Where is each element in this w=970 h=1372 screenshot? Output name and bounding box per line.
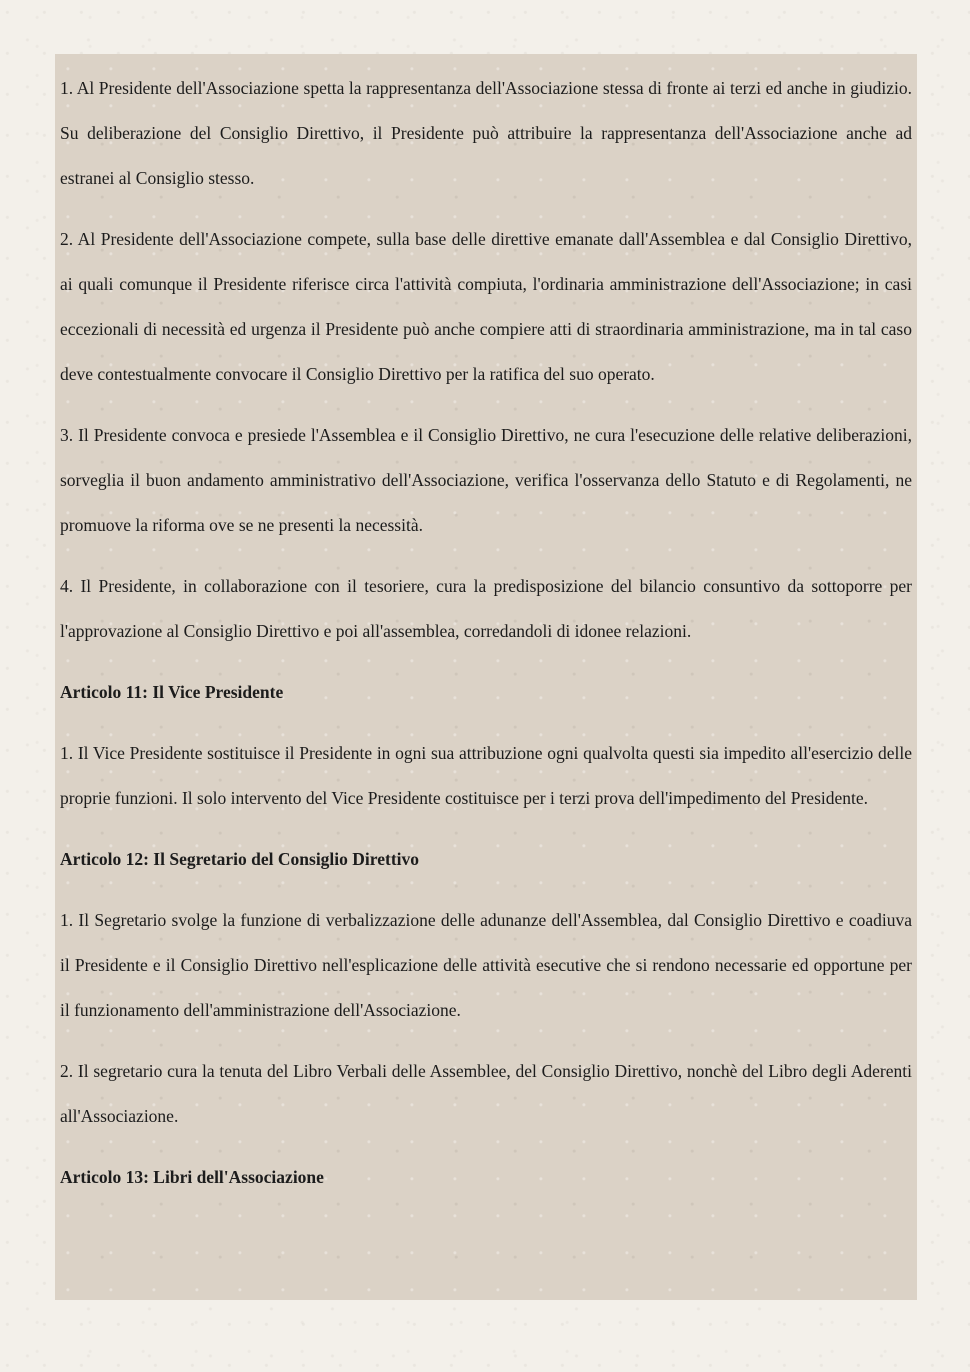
art10-para-1: 1. Al Presidente dell'Associazione spetta la rappresentanza dell'Associazione stessa di fronte ai terzi ed anche in giudizio. Su deliberazione del Consiglio Direttivo, il Presidente può attribuire la rappresentanza dell'Associazione anche ad estranei al Consiglio stesso. bbox=[60, 78, 912, 188]
art11-para-1: 1. Il Vice Presidente sostituisce il Presidente in ogni sua attribuzione ogni qualvolta questi sia impedito all'esercizio delle proprie funzioni. Il solo intervento del Vice Presidente costituisce per i terzi prova dell'impedimento del Presidente. bbox=[60, 743, 912, 808]
art12-para-2: 2. Il segretario cura la tenuta del Libro Verbali delle Assemblee, del Consiglio Direttivo, nonchè del Libro degli Aderenti all'Associazione. bbox=[60, 1061, 912, 1126]
document-page bbox=[55, 54, 917, 1300]
art12-para-1: 1. Il Segretario svolge la funzione di verbalizzazione delle adunanze dell'Assemblea, dal Consiglio Direttivo e coadiuva il Presidente e il Consiglio Direttivo nell'esplicazione delle attività esecutive che si rendono necessarie ed opportune per il funzionamento dell'amministrazione dell'Associazione. bbox=[60, 910, 912, 1020]
art10-para-3: 3. Il Presidente convoca e presiede l'Assemblea e il Consiglio Direttivo, ne cura l'esecuzione delle relative deliberazioni, sorveglia il buon andamento amministrativo dell'Associazione, verifica l'osservanza dello Statuto e di Regolamenti, ne promuove la riforma ove se ne presenti la necessità. bbox=[60, 425, 912, 535]
art10-para-4: 4. Il Presidente, in collaborazione con il tesoriere, cura la predisposizione del bilancio consuntivo da sottoporre per l'approvazione al Consiglio Direttivo e poi all'assemblea, corredandoli di idonee relazioni. bbox=[60, 576, 912, 641]
art10-para-2: 2. Al Presidente dell'Associazione compete, sulla base delle direttive emanate dall'Assemblea e dal Consiglio Direttivo, ai quali comunque il Presidente riferisce circa l'attività compiuta, l'ordinaria amministrazione dell'Associazione; in casi eccezionali di necessità ed urgenza il Presidente può anche compiere atti di straordinaria amministrazione, ma in tal caso deve contestualmente convocare il Consiglio Direttivo per la ratifica del suo operato. bbox=[60, 229, 912, 384]
article-13-heading: Articolo 13: Libri dell'Associazione bbox=[60, 1167, 324, 1187]
article-11-heading: Articolo 11: Il Vice Presidente bbox=[60, 682, 284, 702]
article-12-heading: Articolo 12: Il Segretario del Consiglio Direttivo bbox=[60, 849, 420, 869]
